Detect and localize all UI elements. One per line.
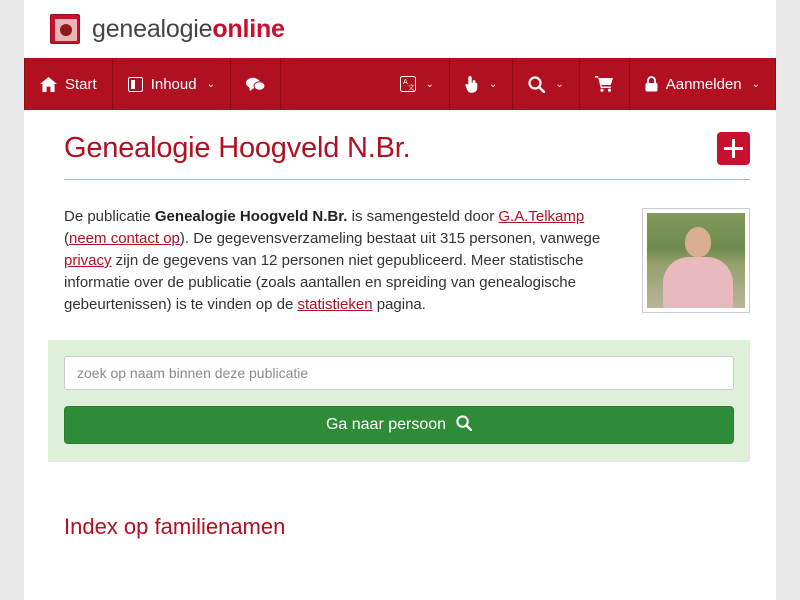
nav-item-aanmelden[interactable] [630, 58, 776, 110]
language-icon [400, 76, 416, 92]
search-icon [456, 415, 472, 436]
nav-item-aanmelden-label: Aanmelden [665, 75, 742, 93]
search-input[interactable] [64, 356, 734, 390]
hand-point-up-icon [465, 76, 479, 93]
plus-icon[interactable] [717, 132, 750, 165]
main-navigation [24, 58, 776, 110]
nav-item-hand-point-up[interactable] [450, 58, 513, 110]
svg-text:A: A [402, 79, 408, 86]
intro-text-2: is samengesteld door [347, 208, 499, 225]
nav-item-inhoud-label: Inhoud [150, 75, 197, 93]
nav-item-start-label: Start [65, 75, 97, 93]
search-icon [528, 76, 545, 93]
home-icon [40, 77, 57, 92]
nav-item-comments[interactable] [231, 58, 281, 110]
intro-text-4: ). De gegevensverzameling bestaat uit 315 personen, vanwege [179, 230, 601, 247]
intro-text-5: zijn de gegevens van 12 personen niet gepubliceerd. Meer statistische informatie over de publicatie (zoals aantallen en spreiding van genealogische gebeurtenissen) is te vinden op de [64, 252, 584, 313]
book-icon [128, 77, 143, 92]
shopping-cart-icon [595, 76, 614, 92]
portrait-photo [642, 208, 750, 313]
page-title: Genealogie Hoogveld N.Br. [64, 132, 411, 164]
statistics-link[interactable]: statistieken [297, 296, 373, 313]
comments-icon [246, 77, 265, 92]
brand-wordmark[interactable] [92, 15, 285, 44]
brand-header [24, 0, 776, 58]
contact-link[interactable]: neem contact op [69, 230, 180, 247]
title-row [24, 110, 776, 179]
brand-name-second: online [212, 14, 285, 43]
genealogie-online-logo-icon[interactable] [50, 14, 80, 44]
svg-text:文: 文 [407, 84, 415, 92]
intro-publication-name: Genealogie Hoogveld N.Br. [154, 208, 348, 225]
nav-spacer [281, 58, 385, 110]
content-frame [24, 0, 776, 600]
author-link[interactable]: G.A.Telkamp [498, 208, 585, 225]
brand-name-first: genealogie [92, 14, 213, 43]
chevron-down-icon: ⌄ [425, 78, 434, 90]
chevron-down-icon: ⌄ [555, 78, 564, 90]
intro-paragraph [64, 206, 624, 316]
index-heading: Index op familienamen [64, 514, 286, 539]
go-to-person-label: Ga naar persoon [325, 416, 447, 433]
nav-item-language[interactable] [385, 58, 450, 110]
person-search-panel [48, 340, 750, 462]
chevron-down-icon: ⌄ [751, 78, 760, 90]
intro-text-6: pagina. [372, 296, 426, 313]
lock-icon [645, 76, 658, 92]
chevron-down-icon: ⌄ [206, 78, 215, 90]
nav-item-start[interactable] [24, 58, 113, 110]
nav-item-search[interactable] [513, 58, 579, 110]
intro-section [24, 180, 776, 324]
chevron-down-icon: ⌄ [488, 78, 498, 90]
go-to-person-button[interactable] [64, 406, 734, 444]
intro-text-1: De publicatie [64, 208, 155, 225]
privacy-link[interactable]: privacy [64, 252, 112, 269]
portrait-image [647, 213, 745, 308]
nav-item-cart[interactable] [580, 58, 630, 110]
intro-text-3: ( [64, 230, 69, 247]
nav-item-inhoud[interactable] [113, 58, 231, 110]
